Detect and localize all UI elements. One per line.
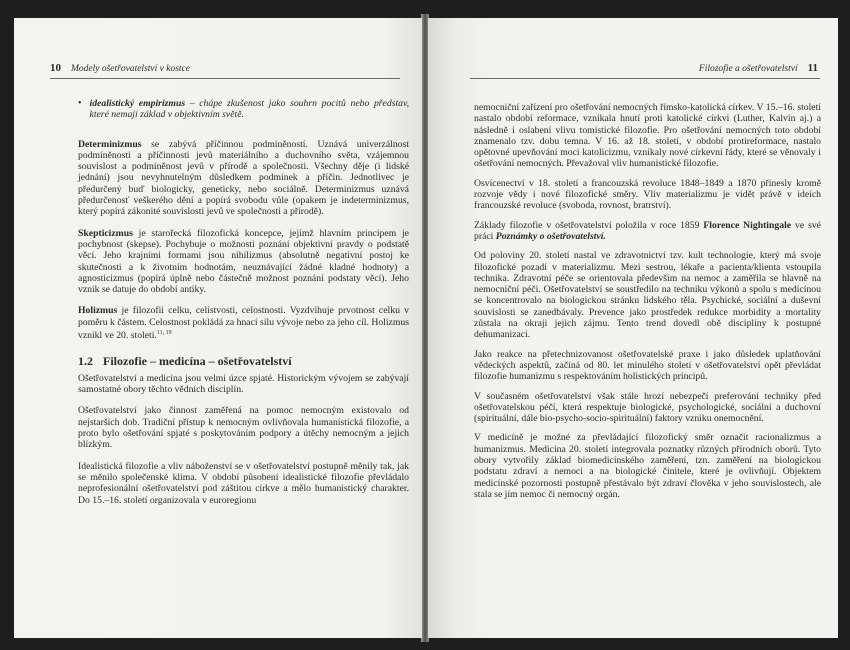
left-body-text <box>78 98 409 516</box>
paragraph: Idealistická filozofie a vliv náboženství se v ošetřovatelství postupně měnily tak, jak se měnilo společenské klima. V období působení idealistické filozofie převládalo neprofesionální ošetřovatelství pod záštitou církve a mělo humanistický charakter. Do 15.–16. století organizovala v euroregionu <box>78 460 409 506</box>
paragraph: V medicíně je možné za převládající filozofický směr označit racionalizmus a humanizmus. Medicína 20. století integrovala poznatky různých přírodních oborů. Tyto obory vytvořily základ biomedicínského zaměření, tzn. zaměření na biologickou podstatu zdraví a nemoci a na biologické činitele, které je ovlivňují. Objektem medicínské pozornosti postupně přestávalo být zdraví člověka v jeho souvislostech, ale stala se jím nemoc či nemocný orgán. <box>474 432 821 500</box>
paragraph: Osvícenectví v 18. století a francouzská revoluce 1848–1849 a 1870 přinesly kromě rozvoje vědy i nové filozofické směry. Vliv materializmu je vidět právě v ideích francouzské revoluce (svoboda, rovnost, bratrství). <box>474 177 821 212</box>
paragraph: Ošetřovatelství jako činnost zaměřená na pomoc nemocným existovalo od nejstarších dob. Tradiční přístup k nemocným ovlivňovala humanistická filozofie, a proto bylo ošetřování spjaté s poskytováním podpory a útěchy nemocným a jejich blízkým. <box>78 405 409 451</box>
definition: je starořecká filozofická koncepce, jejímž hlavním principem je pochybnost (skepse). Pochybuje o možnosti poznání objektivní pravdy o podstatě věcí. Jeho krajními formami jsou nihilizmus (absolutně negativní postoj ke skutečnosti a k životním hodnotám, neuznávající žádné kladné hodnoty) a agnosticizmus (popírá úplně nebo částečně možnost poznání podstaty věcí). Jeho vznik se datuje do období antiky. <box>78 227 409 296</box>
paragraph-nightingale <box>474 220 821 243</box>
running-header-right <box>699 62 818 74</box>
running-header-left <box>50 62 190 74</box>
left-page <box>14 18 422 638</box>
running-title: Modely ošetřovatelství v kostce <box>71 64 190 74</box>
section-number: 1.2 <box>78 353 93 368</box>
paragraph: V současném ošetřovatelství však stále hrozí nebezpečí preferování techniky před ošetřovatelskou péčí, která respektuje biologické, psychologické, sociální a duchovní (spirituální, dále bio-psycho-socio-spirituální) faktory vzniku onemocnění. <box>474 390 821 425</box>
definition: je filozofii celku, celistvosti, celostnosti. Vyzdvihuje prvotnost celku v poměru k částem. Celostnost pokládá za hnací sílu vývoje nebo za jeho cíl. Holizmus vznikl ve 20. století. <box>78 305 409 342</box>
bullet-icon: • <box>78 98 82 109</box>
paragraph: nemocniční zařízení pro ošetřování nemocných římsko-katolická církev. V 15.–16. století nastalo období reformace, vznikala hnutí proti katolické církvi (Luther, Kalvín aj.) a následně i oslabení vlivu tomistické filozofie. Pro ošetřování nemocných toto období znamenalo tzv. dobu temna. V 16. až 18. století, v období protireformace, nastalo opětovné upevňování moci katolicizmu, vznikaly nové církevní řády, které se věnovaly i ošetřování nemocných. Převažoval vliv humanistické filozofie. <box>474 102 821 170</box>
term: Holizmus <box>78 305 118 317</box>
running-title: Filozofie a ošetřovatelství <box>698 64 798 74</box>
text-run: Základy filozofie v ošetřovatelství položila v roce 1859 <box>474 219 704 231</box>
reference-superscript: 11, 19 <box>156 330 172 337</box>
work-title: Poznámky o ošetřovatelství. <box>495 230 606 242</box>
right-page <box>428 18 838 638</box>
paragraph: Jako reakce na přetechnizovanost ošetřovatelské praxe i jako důsledek uplatňování vědeckých aspektů, začíná od 80. let minulého století v ošetřovatelství opět převládat filozofie humanizmu s respektováním holistických principů. <box>474 348 821 383</box>
section-heading <box>78 353 409 368</box>
paragraph-determinism <box>78 139 409 218</box>
definition: se zabývá příčinnou podmíněností. Uznává univerzálnost podmíněnosti a příčinnosti jevů materiálního a duchovního světa, vzájemnou souvislost a podmíněnost jevů v přírodě a společnosti. Všechny děje (i lidské jednání) jsou nevyhnutelným důsledkem podmínek a příčin. Jednotlivec je předurčený buď biologicky, geneticky, nebo sociálně. Determinizmus uznává předurčenosť veškerého dění a popírá svobodu vůle (opakem je indeterminizmus, který popírá zákonité souvislosti jevů ve společnosti a přírodě). <box>78 138 409 218</box>
bullet-item <box>78 98 409 121</box>
bullet-text <box>90 98 409 121</box>
paragraph-skepticism <box>78 228 409 296</box>
person-name: Florence Nightingale <box>703 219 792 231</box>
page-number: 10 <box>50 62 61 74</box>
term: idealistický empirizmus <box>89 98 186 109</box>
paragraph: Ošetřovatelství a medicína jsou velmi úzce spjaté. Historickým vývojem se zabývají samostatné obory těchto vědních disciplín. <box>78 372 409 396</box>
paragraph-holism <box>78 305 409 341</box>
header-rule <box>50 78 400 79</box>
term: Skepticizmus <box>78 227 133 239</box>
text-run: ve své práci <box>474 219 821 242</box>
paragraph: Od poloviny 20. století nastal ve zdravotnictví tzv. kult technologie, který má svoje filozofické pozadí v materializmu. Mezi sestrou, lékaře a pacienta/klienta vstoupila technika. Zdravotní péče se orientovala především na nemoc a zaměřila se hlavně na nemocniční péči. Ošetřovatelství se soustředilo na techniku výkonů a spolu s medicínou se koncentrovalo na biologickou stránku lidského těla. Psychické, sociální a duševní souvislosti se zanedbávaly. Prevence jako prostředek redukce morbidity a mortality zůstala na okraji jejich zájmu. Tento trend dovedl obě disciplíny k postupné dehumanizaci. <box>474 250 821 341</box>
page-number: 11 <box>807 62 818 74</box>
definition: – chápe zkušenost jako souhrn pocitů nebo představ, které nemají základ v objektivním světě. <box>89 98 410 121</box>
term: Determinizmus <box>78 138 142 150</box>
right-body-text <box>474 102 821 508</box>
section-title: Filozofie – medicína – ošetřovatelství <box>103 353 292 368</box>
header-rule <box>470 78 820 79</box>
